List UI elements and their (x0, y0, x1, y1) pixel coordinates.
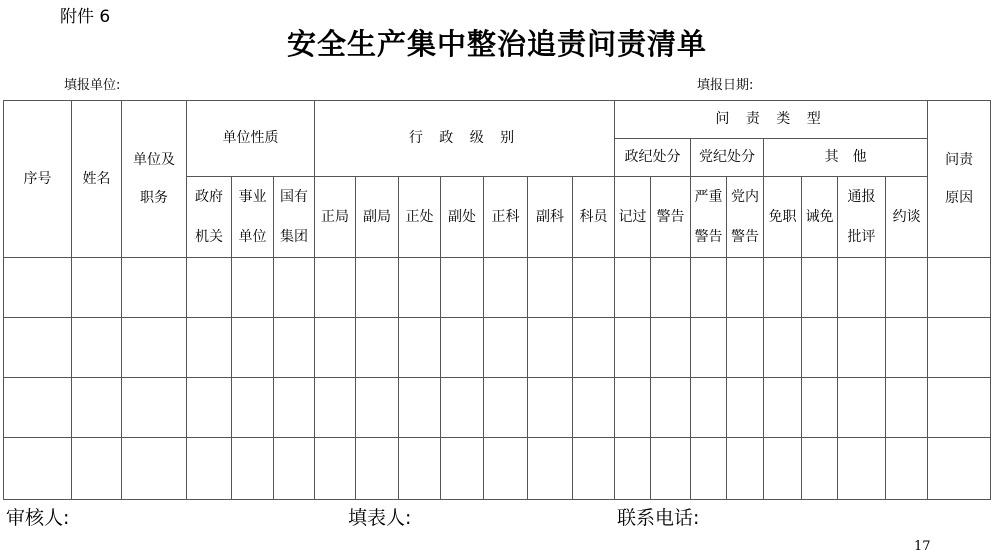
header-unit-position: 单位及 职务 (122, 101, 187, 258)
table-row (4, 378, 991, 438)
header-other: 其 他 (764, 139, 928, 177)
header-unit-nature: 单位性质 (187, 101, 315, 177)
header-level-2: 正处 (399, 177, 441, 258)
header-nature-institution: 事业 单位 (232, 177, 274, 258)
table-row (4, 258, 991, 318)
reviewer-label: 审核人: (6, 507, 70, 529)
header-admin-level: 行 政 级 别 (315, 101, 615, 177)
header-warning: 警告 (651, 177, 691, 258)
page-number: 17 (914, 539, 931, 554)
header-level-0: 正局 (315, 177, 356, 258)
header-seq: 序号 (4, 101, 72, 258)
header-party-discipline: 党纪处分 (691, 139, 764, 177)
header-name: 姓名 (72, 101, 122, 258)
header-resign: 诫免 (802, 177, 838, 258)
attachment-label: 附件 6 (60, 7, 111, 27)
header-gov-discipline: 政纪处分 (615, 139, 691, 177)
page-title: 安全生产集中整治追责问责清单 (286, 27, 707, 61)
header-record-demerit: 记过 (615, 177, 651, 258)
header-level-1: 副局 (356, 177, 399, 258)
header-level-3: 副处 (441, 177, 484, 258)
table-row (4, 318, 991, 378)
header-level-6: 科员 (573, 177, 615, 258)
table-row (4, 438, 991, 500)
header-level-5: 副科 (528, 177, 573, 258)
accountability-table (3, 100, 991, 500)
filler-label: 填表人: (348, 507, 412, 529)
header-reason: 问责 原因 (928, 101, 991, 258)
header-circular: 通报 批评 (838, 177, 886, 258)
header-dismissal: 免职 (764, 177, 802, 258)
header-accountability-type: 问 责 类 型 (615, 101, 928, 139)
header-level-4: 正科 (484, 177, 528, 258)
header-party-warning: 党内 警告 (727, 177, 764, 258)
header-nature-gov: 政府 机关 (187, 177, 232, 258)
header-interview: 约谈 (886, 177, 928, 258)
fill-date-label: 填报日期: (697, 78, 754, 93)
header-nature-soe: 国有 集团 (274, 177, 315, 258)
phone-label: 联系电话: (617, 507, 700, 529)
header-serious-warning: 严重 警告 (691, 177, 727, 258)
fill-unit-label: 填报单位: (64, 78, 121, 93)
